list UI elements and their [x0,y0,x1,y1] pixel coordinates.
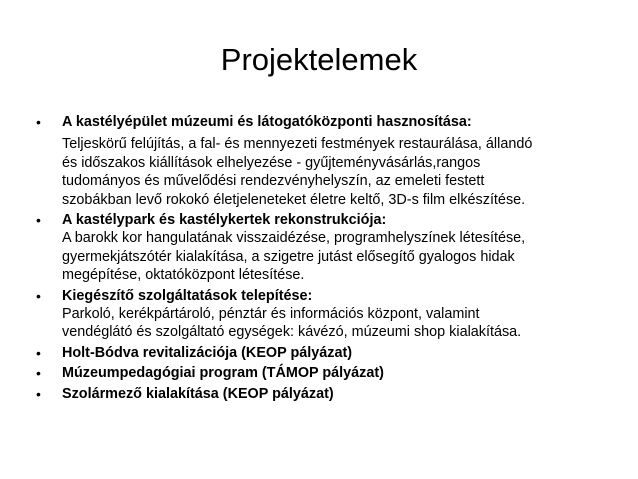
bullet-icon: • [36,344,41,361]
bullet-icon: • [36,287,41,304]
bullet-description: A barokk kor hangulatának visszaidézése, programhelyszínek létesítése, gyermekjátszótér kialakítása, a szigetre jutást elősegítő gyalogos hidak megépítése, oktatóközpont létesítése. [62,230,526,284]
bullet-item-holt-bodva [36,344,616,362]
bullet-description: Teljeskörű felújítás, a fal- és mennyezeti festmények restaurálása, állandó és időszakos kiállítások elhelyezése - gyűjteményvásárlás,rangos tudományos és művelődési rendezvényhelyszín, az emeleti festett szobákban levő rokokó életjeleneteket életre keltő, 3D-s film elkészítése. [62,136,533,208]
bullet-icon: • [36,114,41,130]
bullet-heading: Holt-Bódva revitalizációja (KEOP pályázat) [62,344,353,361]
bullet-item-castle-building [36,113,616,209]
bullet-icon: • [36,212,41,229]
bullet-heading: Kiegészítő szolgáltatások telepítése: [62,287,313,304]
bullet-icon: • [36,385,41,402]
bullet-list [36,113,616,405]
bullet-item-services [36,287,616,342]
bullet-description: Parkoló, kerékpártároló, pénztár és információs központ, valamint vendéglátó és szolgáltató egységek: kávézó, múzeumi shop kialakítása. [62,306,522,341]
bullet-icon: • [36,365,41,382]
bullet-item-solar-field [36,385,616,403]
bullet-heading: A kastélypark és kastélykertek rekonstrukciója: [62,212,387,229]
bullet-heading: A kastélyépület múzeumi és látogatóközponti hasznosítása: [62,114,472,130]
bullet-heading: Múzeumpedagógiai program (TÁMOP pályázat) [62,365,384,382]
bullet-item-museum-pedagogy [36,364,616,382]
bullet-item-castle-park [36,211,616,285]
bullet-heading: Szolármező kialakítása (KEOP pályázat) [62,385,334,402]
slide-title: Projektelemek [220,42,418,77]
